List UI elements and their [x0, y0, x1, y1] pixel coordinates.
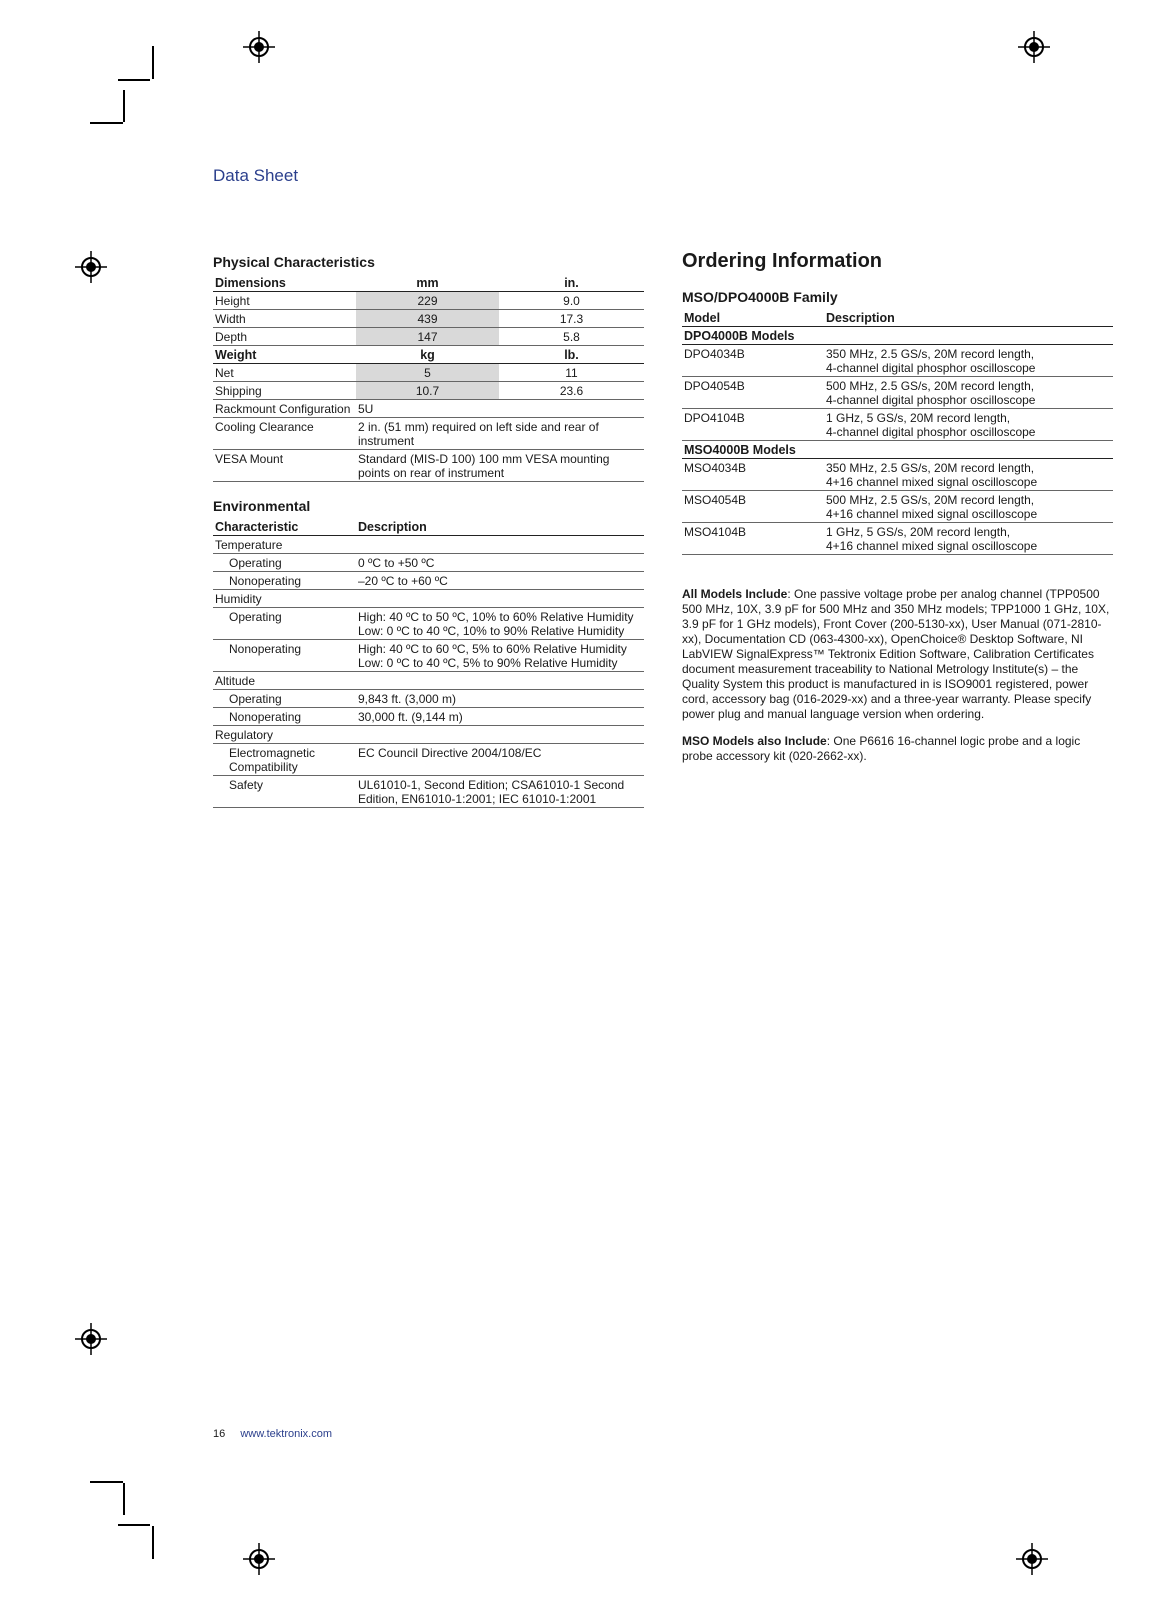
models-table: [682, 309, 1113, 555]
registration-mark-icon: [75, 1323, 107, 1355]
all-models-include-paragraph: All Models Include: One passive voltage probe per analog channel (TPP0500 500 MHz, 10X, 3.9 pF for 500 MHz and 350 MHz models; TPP1000 1 GHz, 10X, 3.9 pF for 1 GHz models), Front Cover (200-5130-xx), User Manual (071-2810-xx), Documentation CD (063-4300-xx), OpenChoice® Desktop Software, NI LabVIEW SignalExpress™ Tektronix Edition Software, Calibration Certificates document measurement traceability to National Metrology Institute(s) – the Quality System this product is manufactured in is ISO9001 registered, power cord, accessory bag (016-2029-xx) and a three-year warranty. Please specify power plug and manual language version when ordering.: [682, 587, 1110, 721]
environmental-table: [213, 518, 644, 808]
table-row: MSO4034B 350 MHz, 2.5 GS/s, 20M record length, 4+16 channel mixed signal oscilloscope: [682, 459, 1113, 491]
dimensions-header: Dimensions: [213, 274, 356, 292]
registration-mark-icon: [1018, 31, 1050, 63]
registration-mark-icon: [243, 31, 275, 63]
registration-mark-icon: [75, 251, 107, 283]
table-row: Regulatory: [213, 726, 644, 744]
crop-mark: [90, 1481, 123, 1483]
mm-header: mm: [356, 274, 499, 292]
table-row: Safety UL61010-1, Second Edition; CSA61010-1 Second Edition, EN61010-1:2001; IEC 61010-1:2001: [213, 776, 644, 808]
crop-mark: [118, 79, 150, 81]
table-row: Operating 0 ºC to +50 ºC: [213, 554, 644, 572]
table-row: Nonoperating 30,000 ft. (9,144 m): [213, 708, 644, 726]
table-row: Net 5 11: [213, 364, 644, 382]
environmental-title: Environmental: [213, 498, 311, 514]
table-row: DPO4034B 350 MHz, 2.5 GS/s, 20M record length, 4-channel digital phosphor oscilloscope: [682, 345, 1113, 377]
crop-mark: [118, 1524, 150, 1526]
table-row: Altitude: [213, 672, 644, 690]
crop-mark: [123, 90, 125, 122]
page-header-title: Data Sheet: [213, 166, 299, 185]
table-row: Humidity: [213, 590, 644, 608]
table-row: DPO4054B 500 MHz, 2.5 GS/s, 20M record length, 4-channel digital phosphor oscilloscope: [682, 377, 1113, 409]
characteristic-header: Characteristic: [213, 518, 356, 536]
crop-mark: [123, 1483, 125, 1515]
table-row: MSO4054B 500 MHz, 2.5 GS/s, 20M record length, 4+16 channel mixed signal oscilloscope: [682, 491, 1113, 523]
page-number: 16: [213, 1428, 226, 1440]
model-header: Model: [682, 309, 824, 327]
left-column: [213, 254, 644, 808]
in-header: in.: [499, 274, 644, 292]
right-column: [682, 250, 1113, 776]
table-row: Depth 147 5.8: [213, 328, 644, 346]
table-row: Operating 9,843 ft. (3,000 m): [213, 690, 644, 708]
table-row: Height 229 9.0: [213, 292, 644, 310]
page-footer: [213, 1428, 332, 1440]
table-row: Cooling Clearance 2 in. (51 mm) required on left side and rear of instrument: [213, 418, 644, 450]
table-row: VESA Mount Standard (MIS-D 100) 100 mm VESA mounting points on rear of instrument: [213, 450, 644, 482]
registration-mark-icon: [243, 1543, 275, 1575]
ordering-information-title: Ordering Information: [682, 250, 882, 272]
physical-characteristics-title: Physical Characteristics: [213, 254, 375, 270]
group-title: MSO4000B Models: [682, 441, 1113, 459]
table-row: Nonoperating High: 40 ºC to 60 ºC, 5% to 60% Relative Humidity Low: 0 ºC to 40 ºC, 5% to 90% Relative Humidity: [213, 640, 644, 672]
group-title: DPO4000B Models: [682, 327, 1113, 345]
physical-characteristics-table: [213, 274, 644, 482]
footer-link[interactable]: www.tektronix.com: [240, 1428, 333, 1440]
family-title: MSO/DPO4000B Family: [682, 289, 838, 305]
crop-mark: [152, 46, 154, 79]
lb-header: lb.: [499, 346, 644, 364]
table-row: MSO4104B 1 GHz, 5 GS/s, 20M record length, 4+16 channel mixed signal oscilloscope: [682, 523, 1113, 555]
mso-models-include-paragraph: MSO Models also Include: One P6616 16-channel logic probe and a logic probe accessory kit (020-2662-xx).: [682, 734, 1081, 763]
crop-mark: [90, 122, 123, 124]
description-header: Description: [356, 518, 644, 536]
description-header: Description: [824, 309, 1113, 327]
crop-mark: [152, 1526, 154, 1559]
table-row: Nonoperating –20 ºC to +60 ºC: [213, 572, 644, 590]
table-row: Operating High: 40 ºC to 50 ºC, 10% to 60% Relative Humidity Low: 0 ºC to 40 ºC, 10% to 90% Relative Humidity: [213, 608, 644, 640]
weight-header: Weight: [213, 346, 356, 364]
table-row: Width 439 17.3: [213, 310, 644, 328]
table-row: Rackmount Configuration 5U: [213, 400, 644, 418]
kg-header: kg: [356, 346, 499, 364]
table-row: Shipping 10.7 23.6: [213, 382, 644, 400]
table-row: Electromagnetic Compatibility EC Council Directive 2004/108/EC: [213, 744, 644, 776]
table-row: DPO4104B 1 GHz, 5 GS/s, 20M record length, 4-channel digital phosphor oscilloscope: [682, 409, 1113, 441]
table-row: Temperature: [213, 536, 644, 554]
registration-mark-icon: [1016, 1543, 1048, 1575]
